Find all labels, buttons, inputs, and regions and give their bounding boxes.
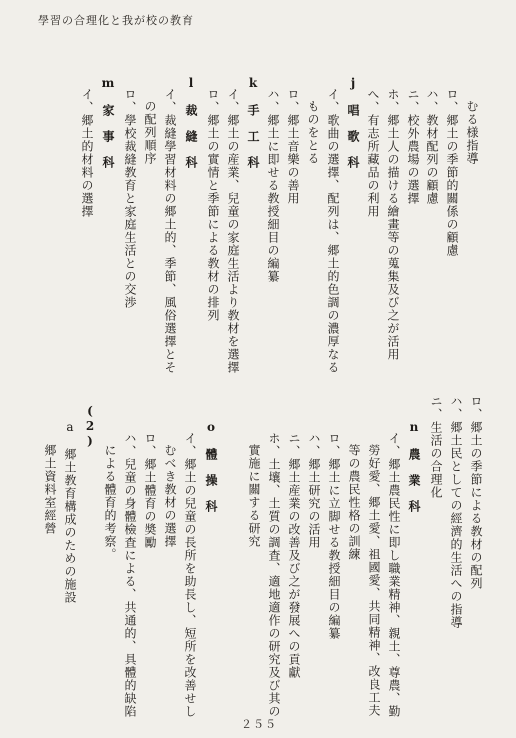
text-column: ロ、郷土體育の奬勵 [143, 432, 157, 549]
text-column: ニ、生活の合理化 [429, 395, 443, 499]
text-column: イ、郷土の兒童の長所を助長し、短所を改善せし [183, 432, 197, 718]
text-column: ホ、郷土人の描ける繪畫等の蒐集及び之が活用 [386, 88, 400, 361]
text-column: の配列順序 [143, 100, 157, 165]
section-heading: m 家 事 科 [101, 76, 115, 169]
text-column: イ、歌曲の選擇、配列は、郷土的色調の濃厚なる [326, 88, 340, 374]
text-column: ロ、學校裁縫教育と家庭生活との交渉 [123, 88, 137, 309]
text-column: ハ、兒童の身體檢査による、共通的、具體的缺陷 [123, 432, 137, 718]
text-column: 郷土資料室經營 [43, 444, 57, 535]
subsection-number: (2) [83, 404, 97, 449]
running-header: 學習の合理化と我が校の教育 [38, 14, 194, 27]
text-column: イ、郷土の産業、兒童の家庭生活より教材を選擇 [226, 88, 240, 374]
text-column: ニ、校外農場の選擇 [406, 88, 420, 205]
text-column: ハ、郷土民としての經濟的生活への指導 [449, 395, 463, 629]
text-column: ハ、郷土に即せる教授細目の編纂 [266, 88, 280, 283]
text-column: ロ、郷土に立脚せる教授細目の編纂 [327, 432, 341, 640]
text-column: 勞好愛、郷土愛、祖國愛、共同精神、改良工夫 [367, 444, 381, 717]
text-column: ホ、土壤、土質の調査、適地適作の研究及び其の [267, 432, 281, 718]
text-column: むる様指導 [465, 100, 479, 165]
page-number: ２５５ [241, 718, 277, 731]
text-column: a 郷土教育構成のための施設 [63, 420, 77, 604]
section-heading: o 體 操 科 [204, 420, 218, 513]
text-column: イ、郷土的材料の選擇 [80, 88, 94, 218]
text-column: ロ、郷土の季節的關係の顧慮 [445, 88, 459, 257]
text-column: 等の農民性格の訓練 [347, 444, 361, 561]
section-heading: n 農 業 科 [407, 420, 421, 513]
section-heading: k 手 工 科 [246, 76, 260, 169]
text-column: 實施に關する研究 [247, 444, 261, 548]
text-column: イ、裁縫學習材料の郷土的、季節、風俗選擇とそ [163, 88, 177, 374]
text-column: ハ、教材配列の顧慮 [425, 88, 439, 205]
text-column: ニ、郷土産業の改善及び之が發展への貢獻 [287, 432, 301, 679]
text-column: ハ、郷土研究の活用 [307, 432, 321, 549]
text-column: ロ、郷土の季節による教材の配列 [469, 395, 483, 590]
text-column: による體育的考察。 [103, 444, 117, 561]
section-heading: j 唱 歌 科 [346, 76, 360, 169]
text-column: へ、有志所藏品の利用 [366, 88, 380, 218]
text-column: ロ、郷土の實情と季節による教材の排列 [206, 88, 220, 322]
text-column: ものをとる [306, 100, 320, 165]
text-column: ロ、郷土音樂の善用 [286, 88, 300, 205]
section-heading: l 裁 縫 科 [184, 76, 198, 169]
text-column: イ、郷土農民性に即し職業精神、親土、尊農、勤 [387, 432, 401, 718]
text-column: むべき教材の選擇 [163, 444, 177, 548]
